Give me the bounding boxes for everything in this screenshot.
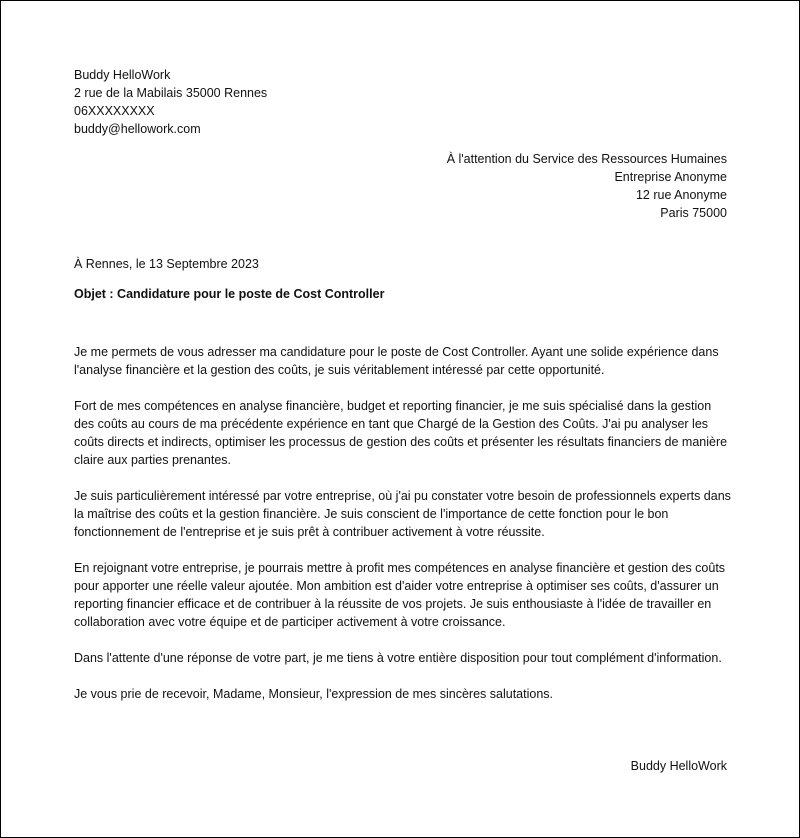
recipient-company: Entreprise Anonyme <box>614 170 727 184</box>
letter-body <box>74 343 734 721</box>
closing-paragraph: Je vous prie de recevoir, Madame, Monsieur, l'expression de mes sincères salutations. <box>74 687 554 701</box>
body-paragraph: Je me permets de vous adresser ma candidature pour le poste de Cost Controller. Ayant une solide expérience dans l'analyse financière et la gestion des coûts, je suis véritablement intéressé par cette opportunité. <box>74 345 719 377</box>
recipient-attention: À l'attention du Service des Ressources Humaines <box>446 152 727 166</box>
sender-name: Buddy HelloWork <box>74 68 171 82</box>
sender-phone: 06XXXXXXXX <box>74 104 155 118</box>
body-paragraph: En rejoignant votre entreprise, je pourrais mettre à profit mes compétences en analyse financière et gestion des coûts pour apporter une réelle valeur ajoutée. Mon ambition est d'aider votre entreprise à optimiser ses coûts, d'assurer un reporting financier efficace et de contribuer à la réussite de vos projets. Je suis enthousiaste à l'idée de travailler en collaboration avec votre équipe et de participer activement à votre croissance. <box>74 561 726 629</box>
sender-address: 2 rue de la Mabilais 35000 Rennes <box>74 86 268 100</box>
subject-line: Objet : Candidature pour le poste de Cost Controller <box>74 287 385 301</box>
body-paragraph: Dans l'attente d'une réponse de votre part, je me tiens à votre entière disposition pour tout complément d'information. <box>74 651 722 665</box>
sender-email: buddy@hellowork.com <box>74 122 201 136</box>
recipient-city: Paris 75000 <box>660 206 727 220</box>
recipient-street: 12 rue Anonyme <box>635 188 727 202</box>
recipient-block <box>447 150 727 222</box>
signature: Buddy HelloWork <box>630 759 727 773</box>
date-line: À Rennes, le 13 Septembre 2023 <box>74 257 259 271</box>
sender-block <box>74 66 267 138</box>
body-paragraph: Je suis particulièrement intéressé par votre entreprise, où j'ai pu constater votre besoin de professionnels experts dans la maîtrise des coûts et la gestion financière. Je suis conscient de l'importance de cette fonction pour le bon fonctionnement de l'entreprise et je suis prêt à contribuer activement à votre réussite. <box>74 489 731 539</box>
body-paragraph: Fort de mes compétences en analyse financière, budget et reporting financier, je me suis spécialisé dans la gestion des coûts au cours de ma précédente expérience en tant que Chargé de la Gestion des Coûts. J'ai pu analyser les coûts directs et indirects, optimiser les processus de gestion des coûts et présenter les résultats financiers de manière claire aux parties prenantes. <box>74 399 728 467</box>
